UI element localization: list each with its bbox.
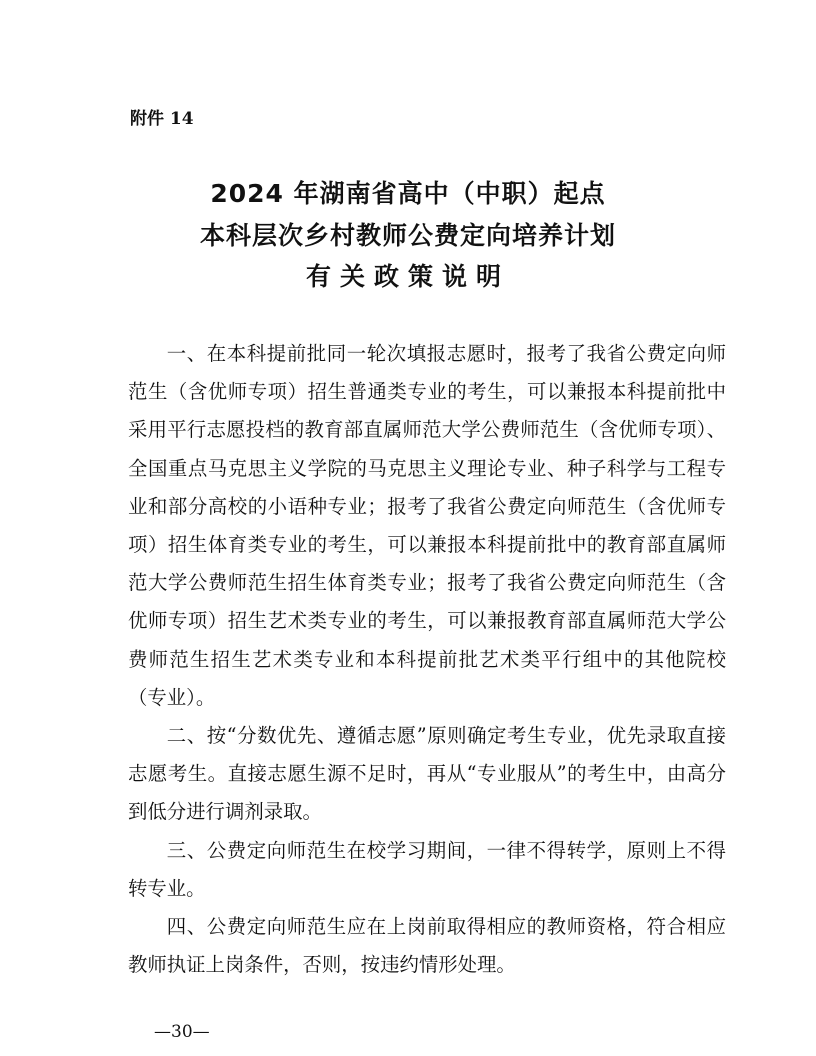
page-number: —30— [154, 1022, 210, 1042]
title-line-3: 有关政策说明 [305, 262, 510, 291]
paragraph-2: 二、按“分数优先、遵循志愿”原则确定考生专业，优先录取直接志愿考生。直接志愿生源不足时，再从“专业服从”的考生中，由高分到低分进行调剂录取。 [128, 724, 726, 824]
paragraph-3: 三、公费定向师范生在校学习期间，一律不得转学，原则上不得转专业。 [128, 838, 726, 900]
title-line-2: 本科层次乡村教师公费定向培养计划 [199, 221, 616, 250]
title-line-1: 2024 年湖南省高中（中职）起点 [210, 179, 606, 208]
attachment-label: 附件 14 [130, 109, 194, 129]
document-body [128, 335, 726, 984]
paragraph-4: 四、公费定向师范生应在上岗前取得相应的教师资格，符合相应教师执证上岗条件，否则，按违约情形处理。 [128, 915, 726, 977]
paragraph-1: 一、在本科提前批同一轮次填报志愿时，报考了我省公费定向师范生（含优师专项）招生普通类专业的考生，可以兼报本科提前批中采用平行志愿投档的教育部直属师范大学公费师范生（含优师专项）、全国重点马克思主义学院的马克思主义理论专业、种子科学与工程专业和部分高校的小语种专业；报考了我省公费定向师范生（含优师专项）招生体育类专业的考生，可以兼报本科提前批中的教育部直属师范大学公费师范生招生体育类专业；报考了我省公费定向师范生（含优师专项）招生艺术类专业的考生，可以兼报教育部直属师范大学公费师范生招生艺术类专业和本科提前批艺术类平行组中的其他院校（专业）。 [128, 342, 726, 709]
